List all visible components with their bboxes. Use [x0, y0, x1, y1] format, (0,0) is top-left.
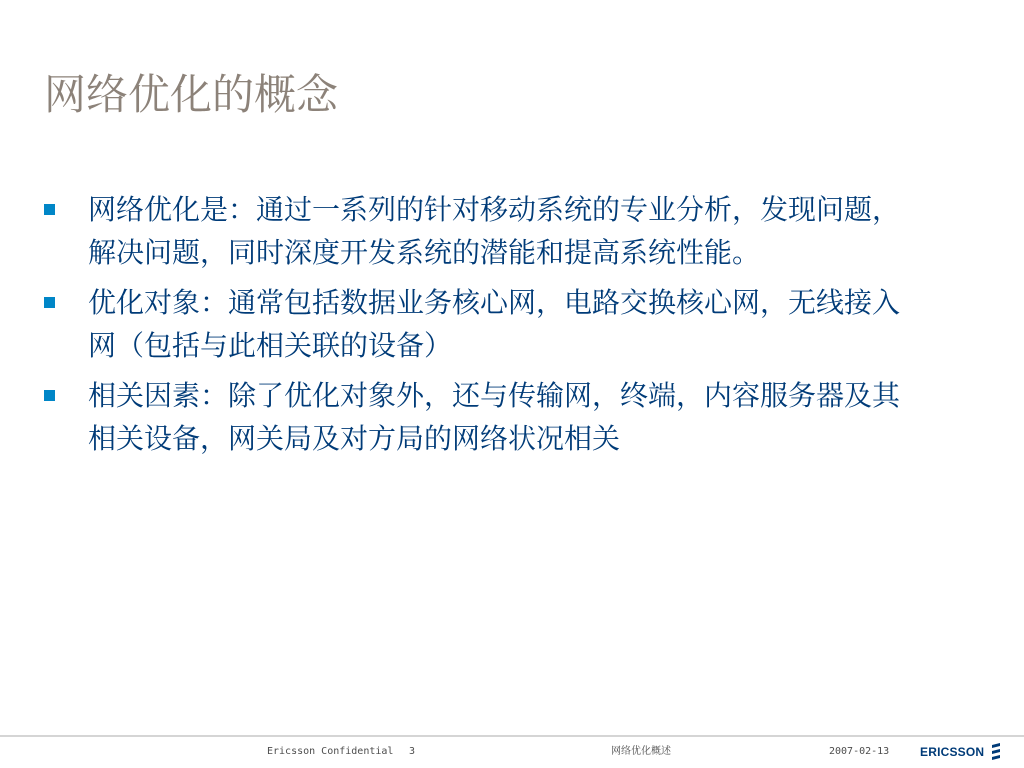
bullet-item-optimization-targets — [44, 281, 924, 367]
square-bullet-icon — [44, 204, 55, 215]
slide-footer — [0, 744, 1024, 768]
footer-confidential-label: Ericsson Confidential — [267, 746, 394, 757]
ericsson-stripes-icon — [990, 743, 1002, 761]
slide-title: 网络优化的概念 — [44, 70, 339, 120]
footer-page-number: 3 — [409, 746, 416, 757]
bullet-text: 优化对象：通常包括数据业务核心网，电路交换核心网，无线接入网（包括与此相关联的设备） — [88, 286, 901, 362]
footer-date: 2007-02-13 — [829, 746, 890, 757]
bullet-item-definition — [44, 188, 924, 274]
square-bullet-icon — [44, 297, 55, 308]
square-bullet-icon — [44, 390, 55, 401]
footer-divider — [0, 735, 1024, 737]
bullet-text: 网络优化是：通过一系列的针对移动系统的专业分析，发现问题，解决问题，同时深度开发系统的潜能和提高系统性能。 — [88, 193, 901, 269]
ericsson-logo-text: ERICSSON — [920, 745, 985, 759]
ericsson-logo — [920, 742, 1004, 762]
footer-presentation-title: 网络优化概述 — [611, 746, 671, 757]
bullet-text: 相关因素：除了优化对象外，还与传输网，终端，内容服务器及其相关设备，网关局及对方局的网络状况相关 — [88, 379, 901, 455]
bullet-list — [44, 188, 924, 467]
bullet-item-related-factors — [44, 374, 924, 460]
